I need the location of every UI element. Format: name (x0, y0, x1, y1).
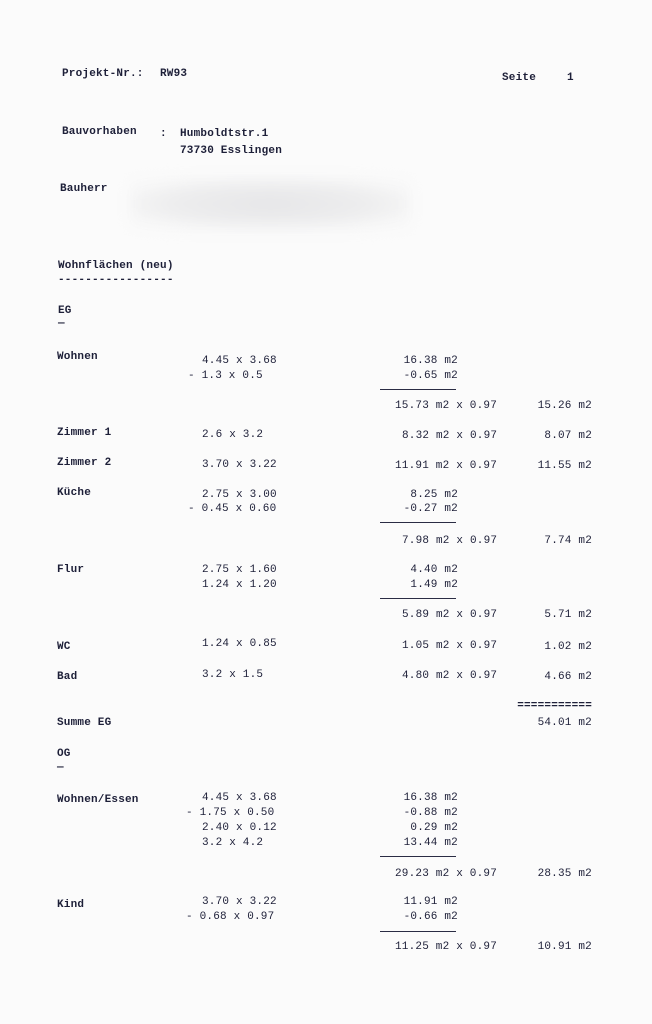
area-value: 16.38 m2 (403, 355, 458, 367)
room-dimension: - 1.3 x 0.5 (188, 370, 263, 382)
result-value: 5.71 m2 (544, 609, 592, 621)
area-value: 16.38 m2 (403, 792, 458, 804)
result-value: 10.91 m2 (537, 941, 592, 953)
bauherr-label: Bauherr (60, 183, 108, 195)
redacted-owner-name (130, 178, 410, 230)
sum-eg-value: 54.01 m2 (537, 717, 592, 729)
room-dimension: 4.45 x 3.68 (202, 355, 277, 367)
area-value: -0.66 m2 (403, 911, 458, 923)
bauvorhaben-city: 73730 Esslingen (180, 145, 283, 157)
room-dimension: 2.40 x 0.12 (202, 822, 277, 834)
result-value: 28.35 m2 (537, 868, 592, 880)
og-title-underline: — (57, 762, 64, 774)
area-value: 0.29 m2 (410, 822, 458, 834)
room-dimension: 2.75 x 3.00 (202, 489, 277, 501)
area-value: 13.44 m2 (403, 837, 458, 849)
room-name: WC (57, 641, 71, 653)
result-value: 7.74 m2 (544, 535, 592, 547)
subtotal-value: 4.80 m2 x 0.97 (402, 670, 498, 682)
result-value: 11.55 m2 (537, 460, 592, 472)
room-dimension: - 0.45 x 0.60 (188, 503, 277, 515)
section-title-underline: ----------------- (58, 274, 174, 286)
area-value: -0.65 m2 (403, 370, 458, 382)
room-name: Kind (57, 899, 85, 911)
room-dimension: 3.70 x 3.22 (202, 896, 277, 908)
subtotal-value: 11.25 m2 x 0.97 (395, 941, 498, 953)
room-name: Küche (57, 487, 92, 499)
room-dimension: 1.24 x 0.85 (202, 638, 277, 650)
og-title: OG (57, 748, 71, 760)
room-name: Wohnen (57, 351, 98, 363)
result-value: 15.26 m2 (537, 400, 592, 412)
room-name: Wohnen/Essen (57, 794, 139, 806)
subtotal-rule (380, 598, 456, 599)
room-name: Bad (57, 671, 78, 683)
result-value: 1.02 m2 (544, 641, 592, 653)
page-number: 1 (567, 72, 574, 84)
eg-title: EG (58, 305, 72, 317)
subtotal-value: 15.73 m2 x 0.97 (395, 400, 498, 412)
room-dimension: - 0.68 x 0.97 (186, 911, 275, 923)
subtotal-rule (380, 856, 456, 857)
room-dimension: 3.2 x 4.2 (202, 837, 264, 849)
result-value: 8.07 m2 (544, 430, 592, 442)
subtotal-value: 11.91 m2 x 0.97 (395, 460, 498, 472)
subtotal-value: 5.89 m2 x 0.97 (402, 609, 498, 621)
result-value: 4.66 m2 (544, 671, 592, 683)
subtotal-value: 1.05 m2 x 0.97 (402, 640, 498, 652)
page-label: Seite (502, 72, 537, 84)
section-title: Wohnflächen (neu) (58, 260, 174, 272)
subtotal-rule (380, 522, 456, 523)
eg-title-underline: — (58, 318, 65, 330)
area-value: -0.88 m2 (403, 807, 458, 819)
area-value: -0.27 m2 (403, 503, 458, 515)
project-number-value: RW93 (160, 68, 188, 80)
area-value: 11.91 m2 (403, 896, 458, 908)
project-number-label: Projekt-Nr.: (62, 68, 144, 80)
room-name: Zimmer 1 (57, 427, 112, 439)
room-name: Zimmer 2 (57, 457, 112, 469)
subtotal-value: 29.23 m2 x 0.97 (395, 868, 498, 880)
subtotal-value: 8.32 m2 x 0.97 (402, 430, 498, 442)
sum-double-rule: =========== (517, 700, 592, 712)
subtotal-rule (380, 389, 456, 390)
bauvorhaben-street: Humboldtstr.1 (180, 128, 269, 140)
room-dimension: 4.45 x 3.68 (202, 792, 277, 804)
room-dimension: 2.75 x 1.60 (202, 564, 277, 576)
subtotal-value: 7.98 m2 x 0.97 (402, 535, 498, 547)
room-dimension: 3.70 x 3.22 (202, 459, 277, 471)
bauvorhaben-label: Bauvorhaben (62, 126, 137, 138)
room-dimension: 1.24 x 1.20 (202, 579, 277, 591)
room-dimension: - 1.75 x 0.50 (186, 807, 275, 819)
area-value: 4.40 m2 (410, 564, 458, 576)
sum-eg-label: Summe EG (57, 717, 112, 729)
area-value: 1.49 m2 (410, 579, 458, 591)
area-value: 8.25 m2 (410, 489, 458, 501)
room-dimension: 3.2 x 1.5 (202, 669, 264, 681)
room-name: Flur (57, 564, 85, 576)
bauvorhaben-colon: : (160, 128, 167, 140)
room-dimension: 2.6 x 3.2 (202, 429, 264, 441)
subtotal-rule (380, 931, 456, 932)
